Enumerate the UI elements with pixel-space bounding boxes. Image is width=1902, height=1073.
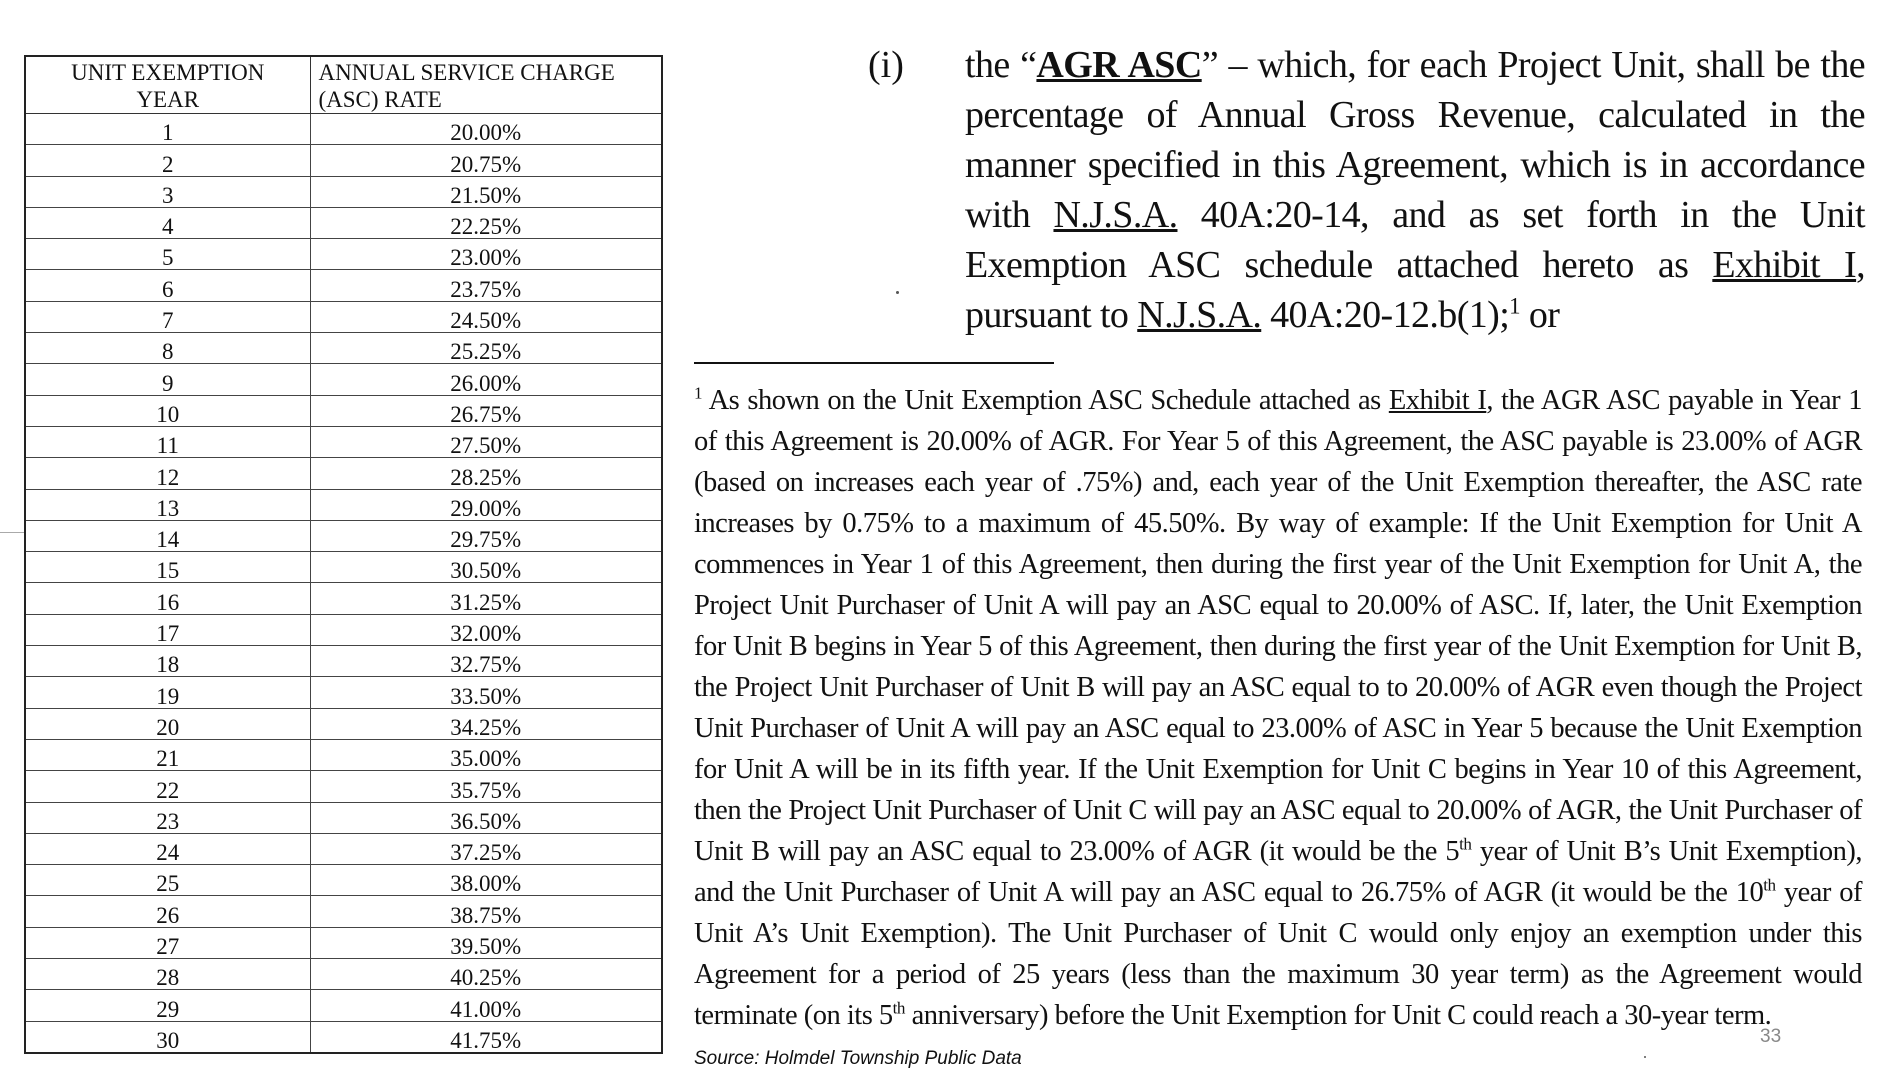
- table-row: [25, 520, 662, 551]
- rate-cell: 26.75%: [310, 395, 662, 426]
- rate-cell: 20.00%: [310, 114, 662, 145]
- rate-cell: 27.50%: [310, 426, 662, 457]
- year-cell: 6: [25, 270, 310, 301]
- footnote-text-part: , the AGR ASC payable in Year 1 of this Agreement is 20.00% of AGR. For Year 5 of this Agreement, the ASC payable is 23.00% of AGR (based on increases each year of .75%) and, each year of the Unit Exemption thereafter, the ASC rate increases by 0.75% to a maximum of 45.50%. By way of example: If the Unit Exemption for Unit A commences in Year 1 of this Agreement, then during the first year of the Unit Exemption for Unit A, the Project Unit Purchaser of Unit A will pay an ASC equal to 20.00% of ASC. If, later, the Unit Exemption for Unit B begins in Year 5 of this Agreement, then during the first year of the Unit Exemption for Unit B, the Project Unit Purchaser of Unit B will pay an ASC equal to to 20.00% of AGR even though the Project Unit Purchaser of Unit A will pay an ASC equal to 23.00% of ASC in Year 5 because the Unit Exemption for Unit A will be in its fifth year. If the Unit Exemption for Unit C begins in Year 10 of this Agreement, then the Project Unit Purchaser of Unit C will pay an ASC equal to 20.00% of AGR, the Unit Purchaser of Unit B will pay an ASC equal to 23.00% of AGR (it would be the 5: [694, 385, 1862, 867]
- table-row: [25, 301, 662, 332]
- year-cell: 1: [25, 114, 310, 145]
- table-row: [25, 990, 662, 1021]
- clause-text-part: the “: [965, 44, 1037, 86]
- ordinal-suffix: th: [892, 998, 905, 1018]
- exhibit-i-ref: Exhibit I: [1712, 244, 1857, 286]
- rate-cell: 41.75%: [310, 1021, 662, 1053]
- table-row: [25, 614, 662, 645]
- clause-text-part: ” – which, for each Project Unit, shall be the percentage of Annual Gross Revenue, calculated in the manner specified in this Agreement, which is in accordance with: [965, 44, 1865, 236]
- table-row: [25, 270, 662, 301]
- margin-line: [0, 532, 24, 533]
- table-row: [25, 489, 662, 520]
- year-cell: 25: [25, 865, 310, 896]
- table-row: [25, 771, 662, 802]
- footnote-text-part: year of Unit B’s Unit Exemption), and the Unit Purchaser of Unit A will pay an ASC equal to 26.75% of AGR (it would be the 10: [694, 836, 1862, 908]
- year-cell: 15: [25, 552, 310, 583]
- rate-cell: 23.00%: [310, 239, 662, 270]
- rate-cell: 32.00%: [310, 614, 662, 645]
- rate-cell: 38.00%: [310, 865, 662, 896]
- rate-cell: 30.50%: [310, 552, 662, 583]
- header-unit-exemption-year: [25, 56, 310, 114]
- rate-cell: 41.00%: [310, 990, 662, 1021]
- rate-cell: 28.25%: [310, 458, 662, 489]
- year-cell: 4: [25, 207, 310, 238]
- rate-cell: 20.75%: [310, 145, 662, 176]
- header-rate-line1: ANNUAL SERVICE CHARGE: [318, 60, 615, 85]
- rate-cell: 32.75%: [310, 646, 662, 677]
- year-cell: 30: [25, 1021, 310, 1053]
- footnote-1: [694, 380, 1862, 1036]
- table-row: [25, 833, 662, 864]
- rate-cell: 24.50%: [310, 301, 662, 332]
- asc-schedule-table: [24, 55, 663, 1054]
- year-cell: 19: [25, 677, 310, 708]
- rate-cell: 26.00%: [310, 364, 662, 395]
- year-cell: 18: [25, 646, 310, 677]
- year-cell: 27: [25, 927, 310, 958]
- rate-cell: 25.25%: [310, 333, 662, 364]
- table-row: [25, 959, 662, 990]
- ordinal-suffix: th: [1459, 834, 1472, 854]
- table-row: [25, 114, 662, 145]
- page-number: 33: [1760, 1026, 1782, 1047]
- rate-cell: 37.25%: [310, 833, 662, 864]
- clause-text-part: 40A:20-14, and as set forth in the Unit Exemption ASC schedule attached hereto as: [965, 194, 1865, 286]
- rate-cell: 36.50%: [310, 802, 662, 833]
- clause-text-part: , pursuant to: [965, 244, 1866, 336]
- stray-mark: [1644, 1056, 1646, 1058]
- rate-cell: 33.50%: [310, 677, 662, 708]
- table-row: [25, 865, 662, 896]
- rate-cell: 34.25%: [310, 708, 662, 739]
- year-cell: 7: [25, 301, 310, 332]
- agr-asc-term: AGR ASC: [1036, 44, 1202, 86]
- table-row: [25, 896, 662, 927]
- table-row: [25, 677, 662, 708]
- table-body: [25, 114, 662, 1053]
- year-cell: 14: [25, 520, 310, 551]
- source-caption: Source: Holmdel Township Public Data: [694, 1048, 1022, 1069]
- year-cell: 9: [25, 364, 310, 395]
- clause-text-part: or: [1519, 294, 1560, 336]
- table-row: [25, 239, 662, 270]
- rate-cell: 21.50%: [310, 176, 662, 207]
- rate-cell: 38.75%: [310, 896, 662, 927]
- clause-text-part: 40A:20-12.b(1);: [1261, 294, 1510, 336]
- header-rate-line2: (ASC) RATE: [318, 87, 442, 112]
- stray-mark: [896, 291, 899, 294]
- table-row: [25, 426, 662, 457]
- table-row: [25, 646, 662, 677]
- table-row: [25, 708, 662, 739]
- year-cell: 21: [25, 739, 310, 770]
- table-row: [25, 583, 662, 614]
- footnote-text-part: As shown on the Unit Exemption ASC Schedule attached as: [702, 385, 1389, 416]
- footnote-text-part: year of Unit A’s Unit Exemption). The Unit Purchaser of Unit C would only enjoy an exemption under this Agreement for a period of 25 years (less than the maximum 30 year term) as the Agreement would terminate (on its 5: [694, 877, 1863, 1031]
- table-row: [25, 395, 662, 426]
- year-cell: 10: [25, 395, 310, 426]
- year-cell: 2: [25, 145, 310, 176]
- year-cell: 12: [25, 458, 310, 489]
- year-cell: 8: [25, 333, 310, 364]
- clause-number: (i): [868, 44, 904, 86]
- rate-cell: 29.00%: [310, 489, 662, 520]
- footnote-number: 1: [694, 383, 703, 403]
- clause-text: [965, 40, 1865, 340]
- rate-cell: 40.25%: [310, 959, 662, 990]
- footnote-marker: 1: [1509, 293, 1520, 319]
- year-cell: 20: [25, 708, 310, 739]
- year-cell: 22: [25, 771, 310, 802]
- year-cell: 13: [25, 489, 310, 520]
- table-header-row: [25, 56, 662, 114]
- header-asc-rate: [310, 56, 662, 114]
- rate-cell: 35.00%: [310, 739, 662, 770]
- footnote-separator: [694, 362, 1054, 364]
- exhibit-i-ref-footnote: Exhibit I: [1388, 385, 1487, 416]
- rate-cell: 39.50%: [310, 927, 662, 958]
- header-year-line1: UNIT EXEMPTION: [71, 60, 265, 85]
- ordinal-suffix: th: [1763, 875, 1776, 895]
- table-row: [25, 927, 662, 958]
- year-cell: 28: [25, 959, 310, 990]
- header-year-line2: YEAR: [136, 87, 200, 112]
- table-row: [25, 207, 662, 238]
- table-row: [25, 802, 662, 833]
- year-cell: 16: [25, 583, 310, 614]
- table-row: [25, 739, 662, 770]
- njsa-ref-2: N.J.S.A.: [1137, 294, 1262, 336]
- year-cell: 23: [25, 802, 310, 833]
- table-row: [25, 364, 662, 395]
- table-row: [25, 458, 662, 489]
- year-cell: 5: [25, 239, 310, 270]
- rate-cell: 22.25%: [310, 207, 662, 238]
- table-row: [25, 333, 662, 364]
- rate-cell: 29.75%: [310, 520, 662, 551]
- year-cell: 24: [25, 833, 310, 864]
- year-cell: 17: [25, 614, 310, 645]
- year-cell: 11: [25, 426, 310, 457]
- year-cell: 3: [25, 176, 310, 207]
- table-row: [25, 176, 662, 207]
- table-row: [25, 1021, 662, 1053]
- rate-cell: 23.75%: [310, 270, 662, 301]
- year-cell: 29: [25, 990, 310, 1021]
- table-row: [25, 552, 662, 583]
- njsa-ref-1: N.J.S.A.: [1053, 194, 1178, 236]
- footnote-text-part: anniversary) before the Unit Exemption for Unit C could reach a 30-year term.: [904, 1000, 1772, 1031]
- rate-cell: 35.75%: [310, 771, 662, 802]
- rate-cell: 31.25%: [310, 583, 662, 614]
- year-cell: 26: [25, 896, 310, 927]
- table-row: [25, 145, 662, 176]
